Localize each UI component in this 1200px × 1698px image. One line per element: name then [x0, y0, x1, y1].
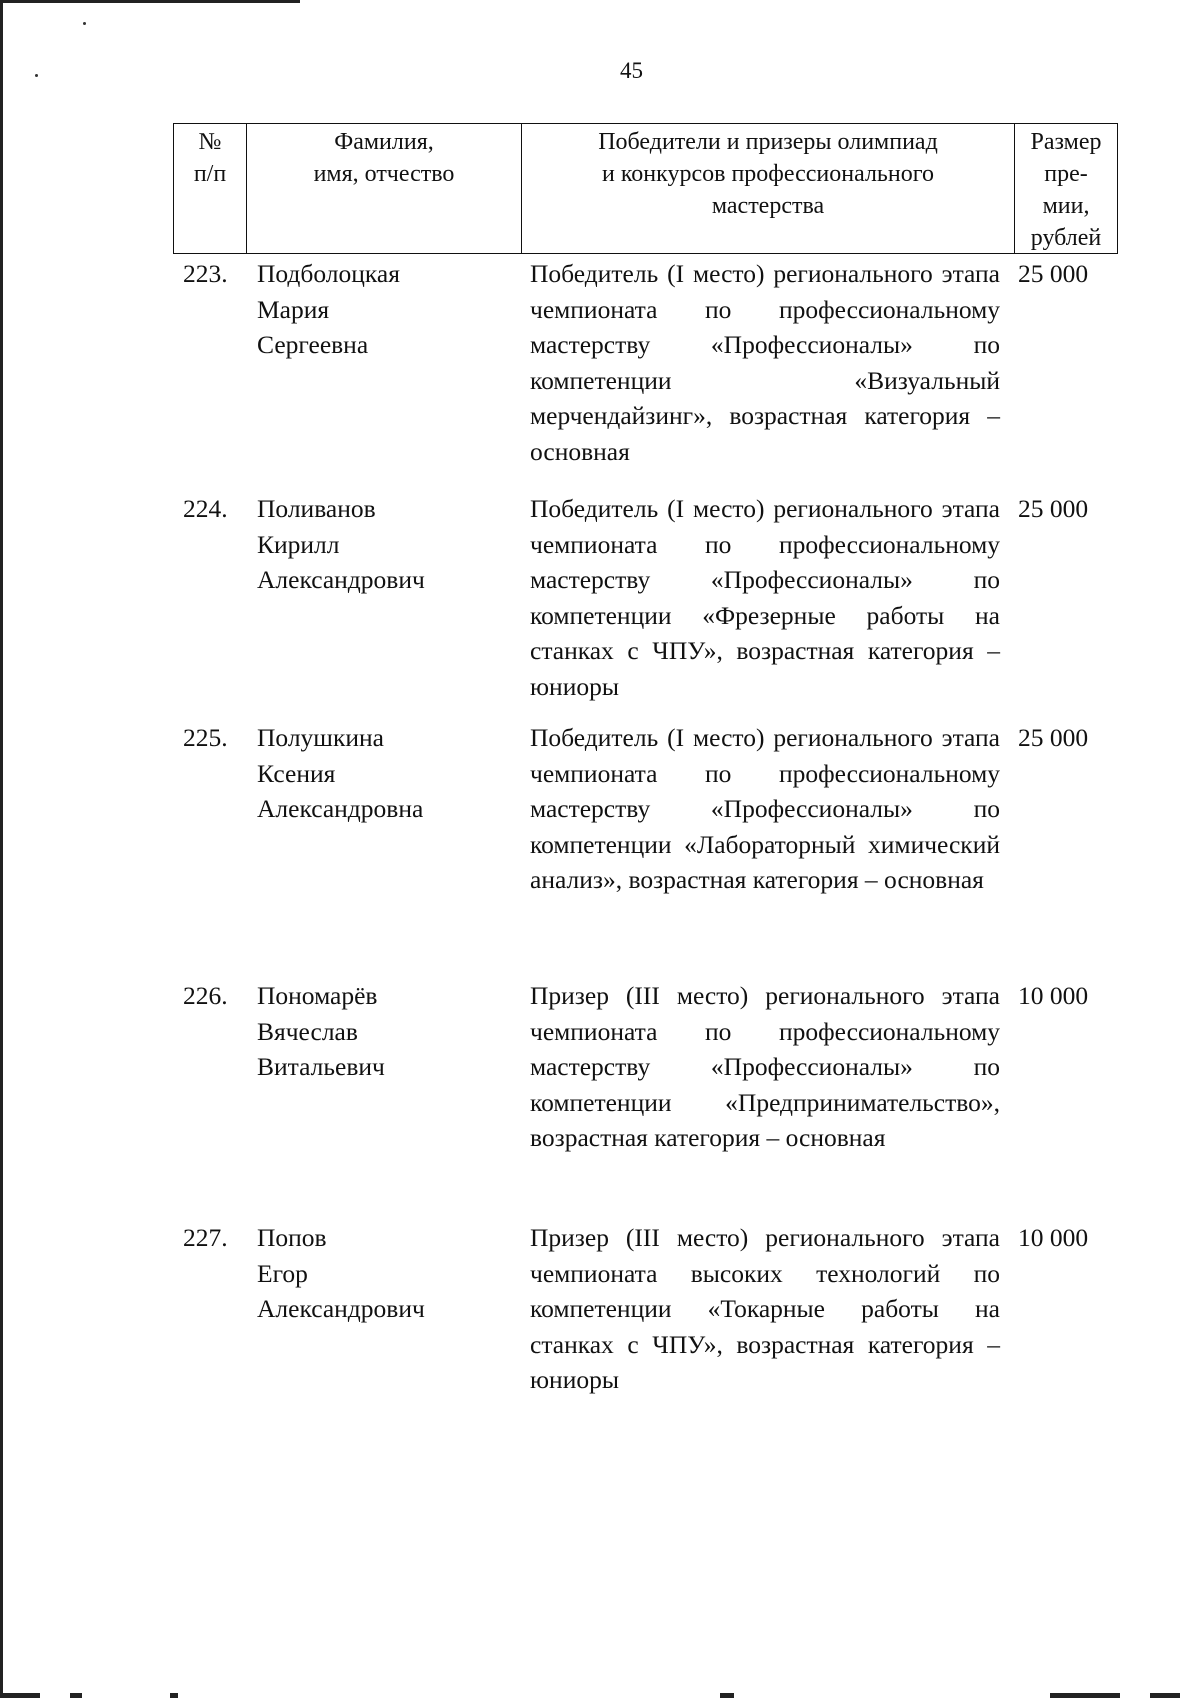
- row-achievement: Призер (III место) регионального этапа чемпионата высоких технологий по компетенции «Токарные работы на станках с ЧПУ», возрастная категория – юниоры: [530, 1223, 1000, 1394]
- row-prize: 25 000: [1018, 723, 1089, 752]
- scan-edge-top: [0, 0, 300, 3]
- row-full-name: Попов Егор Александрович: [257, 1223, 425, 1323]
- scan-speck: [83, 22, 86, 25]
- row-full-name: Подболоцкая Мария Сергеевна: [257, 259, 400, 359]
- table-header: [173, 123, 1118, 254]
- scan-speck: [35, 74, 38, 77]
- scan-edge-left: [0, 0, 3, 1698]
- header-full-name: Фамилия, имя, отчество: [247, 124, 522, 253]
- row-full-name: Полушкина Ксения Александровна: [257, 723, 424, 823]
- row-number: 224.: [183, 494, 228, 523]
- row-prize: 10 000: [1018, 981, 1089, 1010]
- row-achievement: Призер (III место) регионального этапа чемпионата по профессиональному мастерству «Профессионалы» по компетенции «Предпринимательство», возрастная категория – основная: [530, 981, 1000, 1152]
- row-number: 226.: [183, 981, 228, 1010]
- header-prize-amount: Размер пре- мии, рублей: [1030, 129, 1102, 251]
- row-achievement: Победитель (I место) регионального этапа чемпионата по профессиональному мастерству «Профессионалы» по компетенции «Визуальный мерчендайзинг», возрастная категория – основная: [530, 259, 1000, 466]
- scan-edge-bottom: [0, 1692, 1200, 1698]
- row-full-name: Поливанов Кирилл Александрович: [257, 494, 425, 594]
- row-achievement: Победитель (I место) регионального этапа чемпионата по профессиональному мастерству «Профессионалы» по компетенции «Фрезерные работы на станках с ЧПУ», возрастная категория – юниоры: [530, 494, 1000, 701]
- row-full-name: Пономарёв Вячеслав Витальевич: [257, 981, 385, 1081]
- row-number: 223.: [183, 259, 228, 288]
- header-number: № п/п: [174, 124, 247, 253]
- row-prize: 25 000: [1018, 259, 1089, 288]
- row-prize: 25 000: [1018, 494, 1089, 523]
- row-number: 225.: [183, 723, 228, 752]
- row-number: 227.: [183, 1223, 228, 1252]
- row-achievement: Победитель (I место) регионального этапа чемпионата по профессиональному мастерству «Профессионалы» по компетенции «Лабораторный химический анализ», возрастная категория – основная: [530, 723, 1000, 894]
- row-prize: 10 000: [1018, 1223, 1089, 1252]
- header-achievement: Победители и призеры олимпиад и конкурсов профессионального мастерства: [522, 124, 1015, 253]
- page-number: 45: [620, 58, 643, 83]
